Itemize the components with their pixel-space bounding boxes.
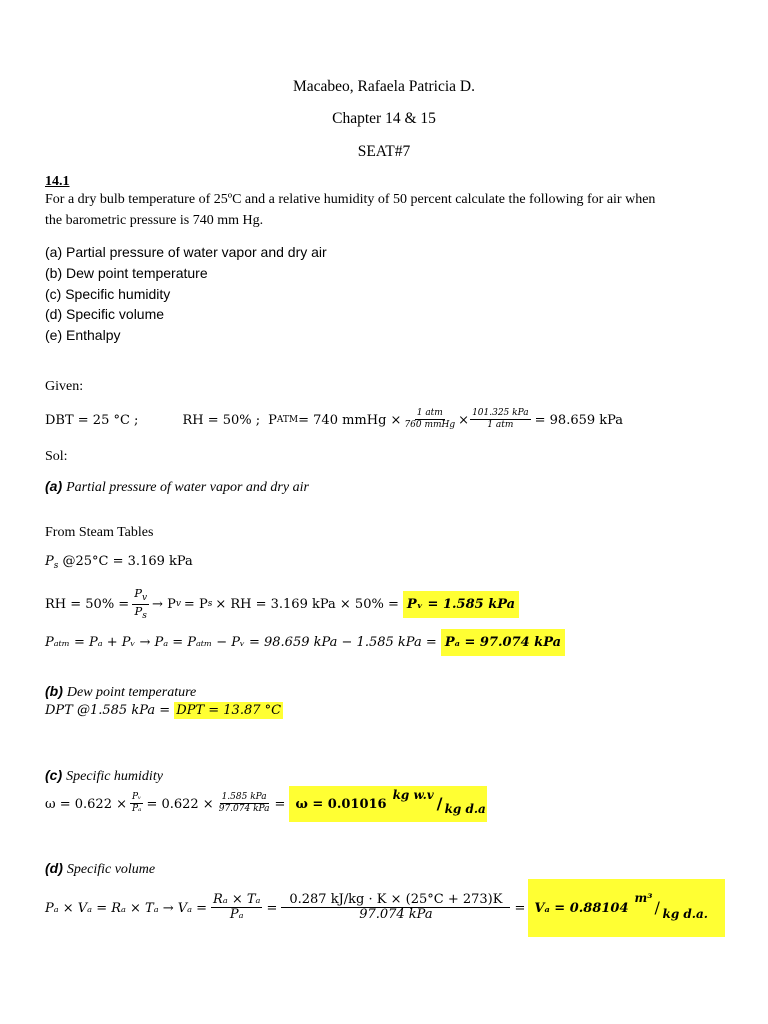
- rh-equation: RH = 50% = $\frac{P_v}{P_s}$ → P v = P s × RH = 3.169 kPa × 50% = Pᵥ = 1.585 kPa: [45, 586, 519, 622]
- dpt-line: DPT @1.585 kPa = DPT = 13.87 °C: [45, 703, 282, 718]
- sv-unit: m³ / kg d.a.: [634, 891, 708, 921]
- chapter-title: Chapter 14 & 15: [332, 110, 436, 127]
- part-a-heading: (a) Partial pressure of water vapor and dry air: [45, 478, 309, 495]
- specific-humidity-equation: ω = 0.622 × $\frac{\text{Pᵥ}}{\text{Pₐ}}$ = 0.622 × $\frac{\text{1.585 kPa}}{\text{97.074 kPa}}$ = ω = 0.01016 kg w.v / kg d.a: [45, 784, 487, 824]
- part-c-heading: (c) Specific humidity: [45, 767, 163, 784]
- patm-equation-line: Pₐₜₘ = Pₐ + Pᵥ → Pₐ = Pₐₜₘ − Pᵥ = 98.659 kPa − 1.585 kPa = Pₐ = 97.074 kPa: [45, 635, 565, 650]
- omega-unit: kg w.v / kg d.a: [392, 788, 486, 816]
- list-item: (e) Enthalpy: [45, 327, 121, 343]
- pv-answer: Pᵥ = 1.585 kPa: [403, 591, 519, 618]
- dpt-answer: DPT = 13.87 °C: [176, 703, 282, 718]
- patm-equation: = 740 mmHg ×: [298, 412, 402, 428]
- seat-number: SEAT#7: [357, 143, 411, 160]
- solution-label: Sol:: [45, 449, 68, 464]
- ps-line: $P_s$ @25°C = 3.169 kPa: [45, 554, 193, 571]
- problem-statement-line2: the barometric pressure is 740 mm Hg.: [45, 213, 264, 228]
- part-d-heading: (d) Specific volume: [45, 860, 156, 877]
- given-label: Given:: [45, 379, 84, 394]
- patm-subscript: ATM: [276, 415, 299, 425]
- patm-symbol: P: [268, 412, 277, 428]
- steam-tables-label: From Steam Tables: [45, 525, 154, 540]
- specific-volume-equation: Pₐ × Vₐ = Rₐ × Tₐ → Vₐ = $\frac{\text{Rₐ × Tₐ}}{\text{Pₐ}}$ = $\frac{0.287 kJ/kg \cdot K \times (25^\circ C + 273)K}{\text{97.074 kPa}}$ = Vₐ = 0.88104 m³ / kg d.a.: [45, 880, 725, 936]
- conversion-fraction-1: $\frac{\text{1 atm}}{\text{760 mmHg}}$: [404, 408, 456, 431]
- list-item: (d) Specific volume: [45, 306, 165, 322]
- problem-number: 14.1: [45, 174, 70, 189]
- part-b-heading: (b) Dew point temperature: [45, 683, 197, 700]
- list-item: (c) Specific humidity: [45, 286, 171, 302]
- student-name: Macabeo, Rafaela Patricia D.: [292, 78, 476, 95]
- list-item: (b) Dew point temperature: [45, 265, 208, 281]
- rh-value: RH = 50% ;: [182, 412, 261, 428]
- conversion-fraction-2: $\frac{\text{101.325 kPa}}{\text{1 atm}}$: [472, 408, 529, 431]
- dbt-value: DBT = 25 °C ;: [45, 412, 139, 428]
- patm-result: = 98.659 kPa: [534, 412, 624, 428]
- pa-answer: Pₐ = 97.074 kPa: [441, 629, 565, 656]
- given-line: DBT = 25 °C ; RH = 50% ; P ATM = 740 mmHg × $\frac{\text{1 atm}}{\text{760 mmHg}}$ × $\frac{\text{101.325 kPa}}{\text{1 atm}}$ = 98.659 kPa: [45, 408, 624, 431]
- omega-answer: ω = 0.01016 kg w.v / kg d.a: [289, 786, 486, 822]
- list-item: (a) Partial pressure of water vapor and dry air: [45, 244, 327, 260]
- problem-statement-line1: For a dry bulb temperature of 25ºC and a relative humidity of 50 percent calculate the following for air when: [45, 192, 656, 207]
- sv-answer: Vₐ = 0.88104 m³ / kg d.a.: [528, 879, 724, 937]
